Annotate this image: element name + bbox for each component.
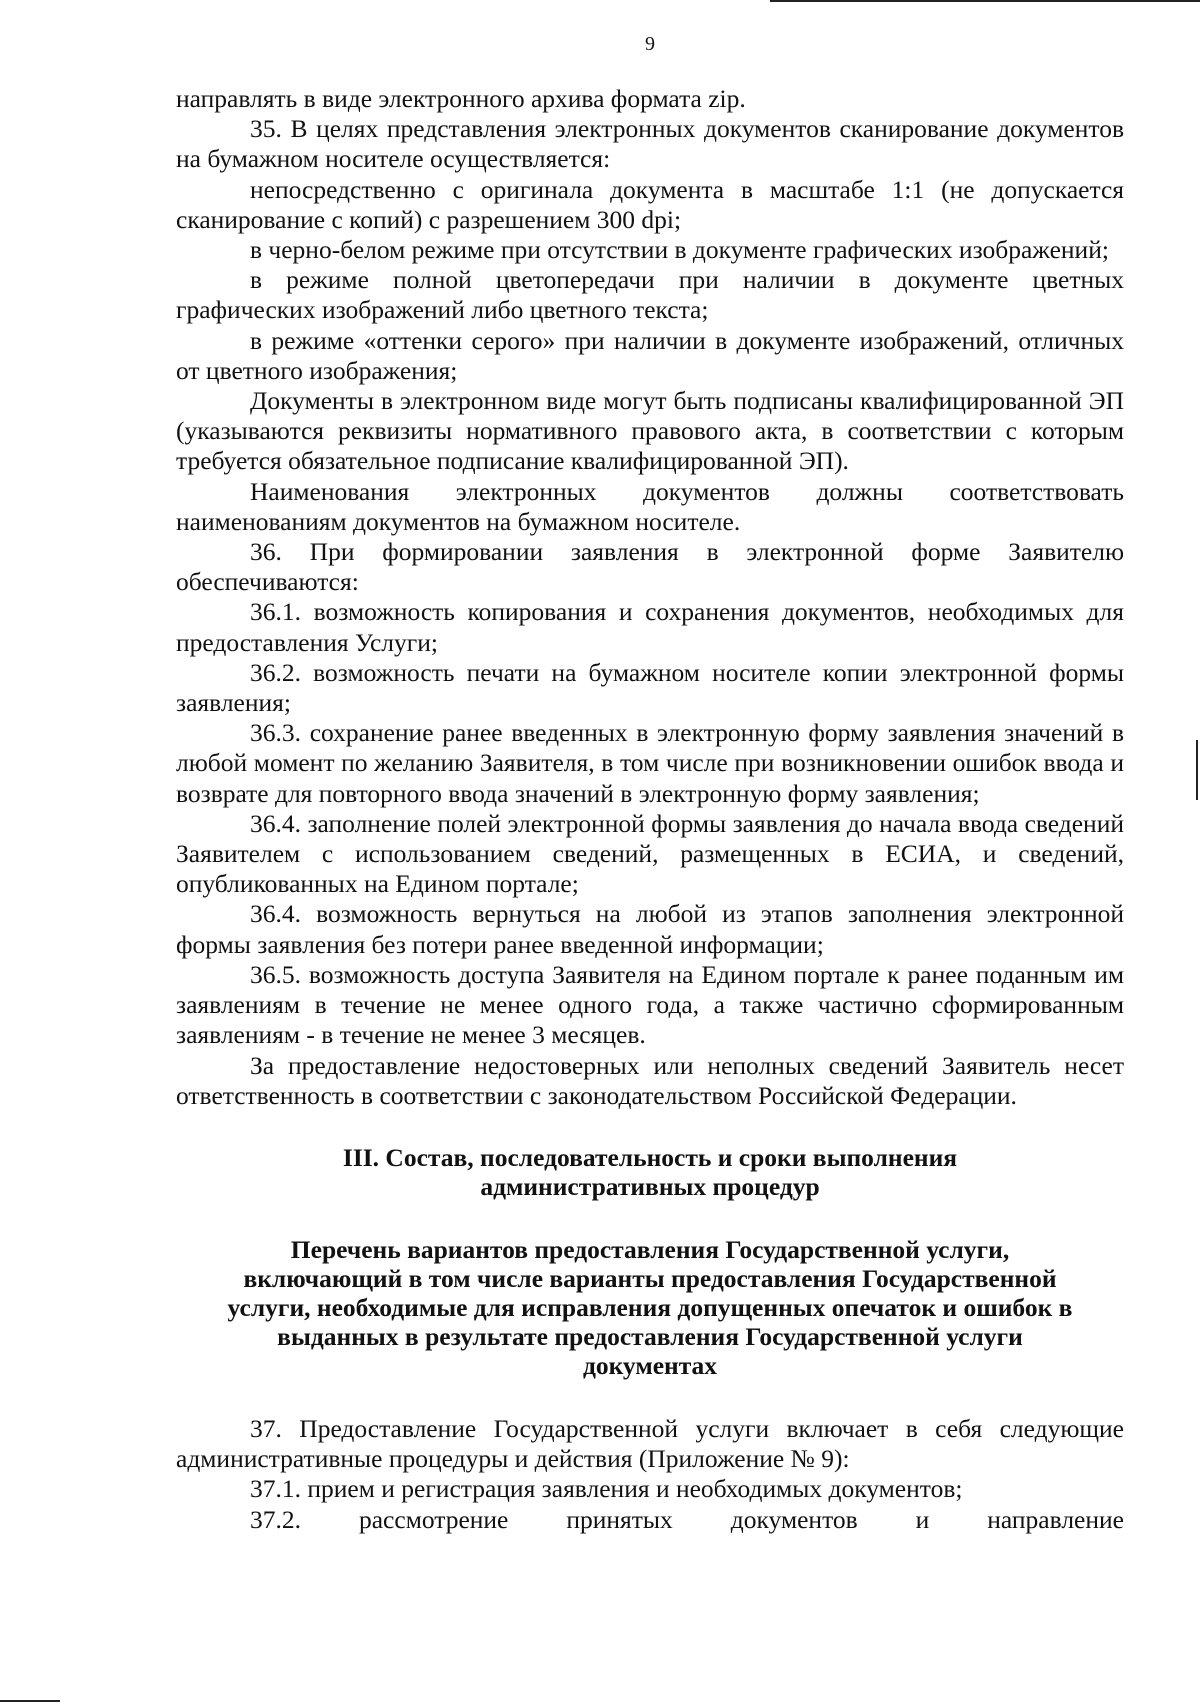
sub-heading-line: услуги, необходимые для исправления допущенных опечаток и ошибок в bbox=[227, 1292, 1073, 1322]
paragraph: 37.2. рассмотрение принятых документов и направление bbox=[250, 1504, 1124, 1534]
paragraph: За предоставление недостоверных или неполных сведений Заявитель несет ответственность в соответствии с законодательством Российской Федерации. bbox=[176, 1050, 1124, 1110]
scan-edge-top bbox=[770, 0, 1200, 2]
document-body bbox=[176, 84, 1124, 1535]
paragraph: 37. Предоставление Государственной услуги включает в себя следующие административные процедуры и действия (Приложение № 9): bbox=[176, 1413, 1124, 1474]
paragraph: в режиме полной цветопередачи при наличии в документе цветных графических изображений либо цветного текста; bbox=[176, 265, 1124, 325]
paragraph: направлять в виде электронного архива формата zip. bbox=[176, 84, 746, 113]
paragraph: 37.1. прием и регистрация заявления и необходимых документов; bbox=[250, 1474, 963, 1504]
paragraph: Наименования электронных документов должны соответствовать наименованиям документов на бумажном носителе. bbox=[176, 476, 1124, 536]
paragraph: 36.4. заполнение полей электронной формы заявления до начала ввода сведений Заявителем с использованием сведений, размещенных в ЕСИА, и сведений, опубликованных на Едином портале; bbox=[176, 808, 1124, 899]
sub-heading bbox=[176, 1235, 1124, 1380]
sub-heading-line: Перечень вариантов предоставления Государственной услуги, bbox=[290, 1234, 1010, 1264]
paragraph: непосредственно с оригинала документа в масштабе 1:1 (не допускается сканирование с копий) с разрешением 300 dpi; bbox=[176, 174, 1124, 234]
sub-heading-line: выданных в результате предоставления Государственной услуги bbox=[277, 1321, 1023, 1351]
paragraph: 36.4. возможность вернуться на любой из этапов заполнения электронной формы заявления без потери ранее введенной информации; bbox=[176, 899, 1124, 959]
paragraph: Документы в электронном виде могут быть подписаны квалифицированной ЭП (указываются реквизиты нормативного правового акта, в соответствии с которым требуется обязательное подписание квалифицированной ЭП). bbox=[176, 386, 1124, 476]
paragraph: 36.3. сохранение ранее введенных в электронную форму заявления значений в любой момент по желанию Заявителя, в том числе при возникновении ошибок ввода и возврате для повторного ввода значений в электронную форму заявления; bbox=[176, 718, 1124, 808]
paragraph: 35. В целях представления электронных документов сканирование документов на бумажном носителе осуществляется: bbox=[176, 114, 1124, 174]
section-heading-line: III. Состав, последовательность и сроки выполнения bbox=[342, 1142, 958, 1172]
page-number: 9 bbox=[645, 33, 655, 55]
paragraph: 36.1. возможность копирования и сохранения документов, необходимых для предоставления Услуги; bbox=[176, 597, 1124, 657]
section-heading bbox=[176, 1143, 1124, 1201]
paragraph: в режиме «оттенки серого» при наличии в документе изображений, отличных от цветного изображения; bbox=[176, 325, 1124, 385]
section-heading-line: административных процедур bbox=[480, 1171, 820, 1201]
sub-heading-line: документах bbox=[582, 1350, 718, 1380]
sub-heading-line: включающий в том числе варианты предоставления Государственной bbox=[243, 1263, 1057, 1293]
scan-edge-right bbox=[1196, 740, 1198, 800]
scan-edge-left bbox=[0, 1700, 60, 1702]
paragraph: 36. При формировании заявления в электронной форме Заявителю обеспечиваются: bbox=[176, 537, 1124, 597]
paragraph: 36.2. возможность печати на бумажном носителе копии электронной формы заявления; bbox=[176, 657, 1124, 718]
paragraph: 36.5. возможность доступа Заявителя на Едином портале к ранее поданным им заявлениям в течение не менее одного года, а также частично сформированным заявлениям - в течение не менее 3 месяцев. bbox=[176, 959, 1124, 1050]
paragraph: в черно-белом режиме при отсутствии в документе графических изображений; bbox=[250, 235, 1109, 265]
